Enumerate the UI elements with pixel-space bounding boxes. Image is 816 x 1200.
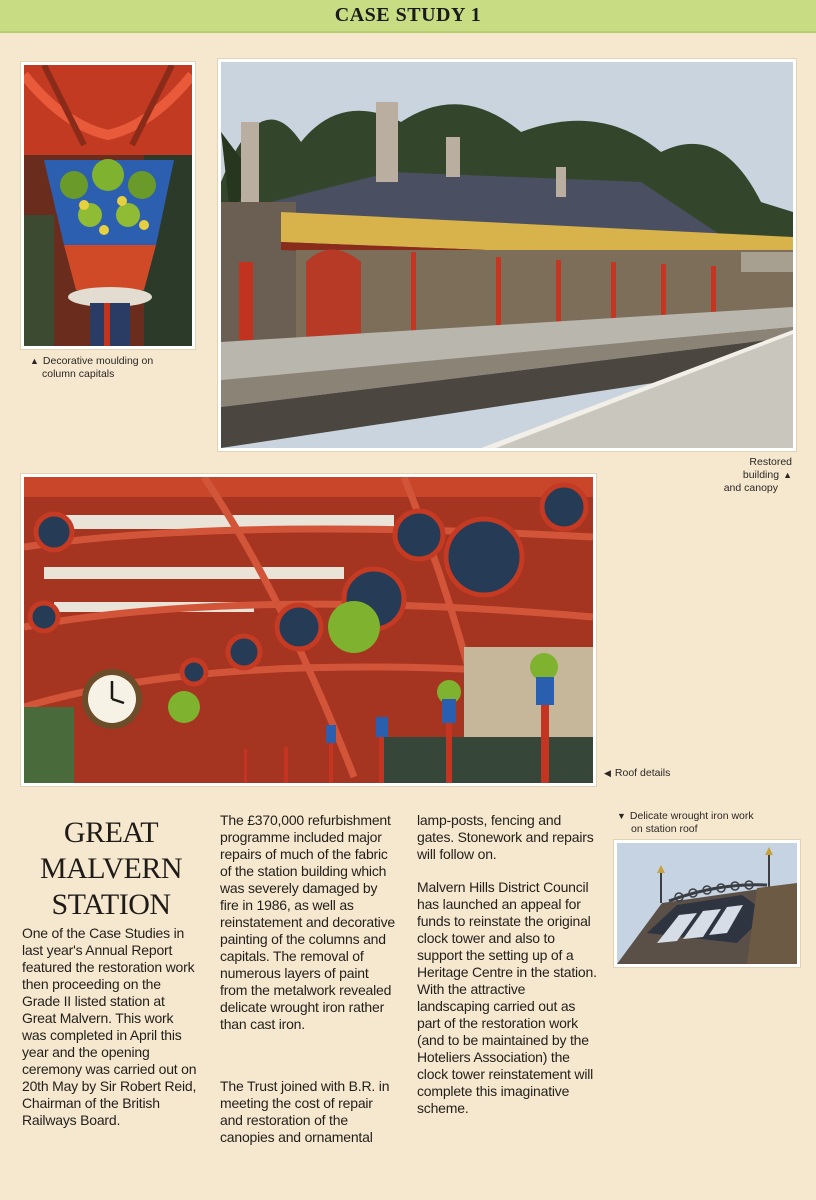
article-column-2-para-1: The £370,000 refurbishment programme included major repairs of much of the fabric of the station building which was severely damaged by fire in 1986, as well as reinstatement and decorative painting of the columns and capitals. The removal of numerous layers of paint from the metalwork revealed delicate wrought iron rather than cast iron. <box>220 812 395 1032</box>
article-headline: GREAT MALVERN STATION <box>39 816 183 921</box>
section-title: CASE STUDY 1 <box>334 4 482 26</box>
photo-wrought-iron <box>614 840 800 967</box>
photo-station-building <box>218 59 796 451</box>
photo-column-capital <box>21 62 195 349</box>
triangle-up-icon: ▲ <box>783 470 792 480</box>
article-column-3-para-2: Malvern Hills District Council has launched an appeal for funds to reinstate the original clock tower and also to support the setting up of a Heritage Centre in the station. With the attractive landscaping carried out as part of the restoration work (and to be maintained by the Hoteliers Association) the clock tower reinstatement will complete this imaginative scheme. <box>417 879 597 1116</box>
triangle-up-icon: ▲ <box>30 356 39 366</box>
page-header <box>0 0 816 33</box>
caption-building: Restored building ▲ and canopy <box>723 456 792 494</box>
caption-roof: ◀ Roof details <box>604 767 671 779</box>
article-column-3-para-1: lamp-posts, fencing and gates. Stonework and repairs will follow on. <box>417 812 594 862</box>
article-column-1: One of the Case Studies in last year's Annual Report featured the restoration work then proceeding on the Grade II listed station at Great Malvern. This work was completed in April this year and the opening ceremony was carried out on 20th May by Sir Robert Reid, Chairman of the British Railways Board. <box>22 925 197 1128</box>
photo-roof-details <box>21 474 596 786</box>
caption-capitals: ▲ Decorative moulding on column capitals <box>30 355 154 380</box>
caption-wrought-iron: ▼ Delicate wrought iron work on station roof <box>617 810 754 835</box>
triangle-down-icon: ▼ <box>617 811 626 821</box>
triangle-left-icon: ◀ <box>604 768 611 778</box>
article-column-2-para-2: The Trust joined with B.R. in meeting the cost of repair and restoration of the canopies and ornamental <box>220 1078 390 1145</box>
